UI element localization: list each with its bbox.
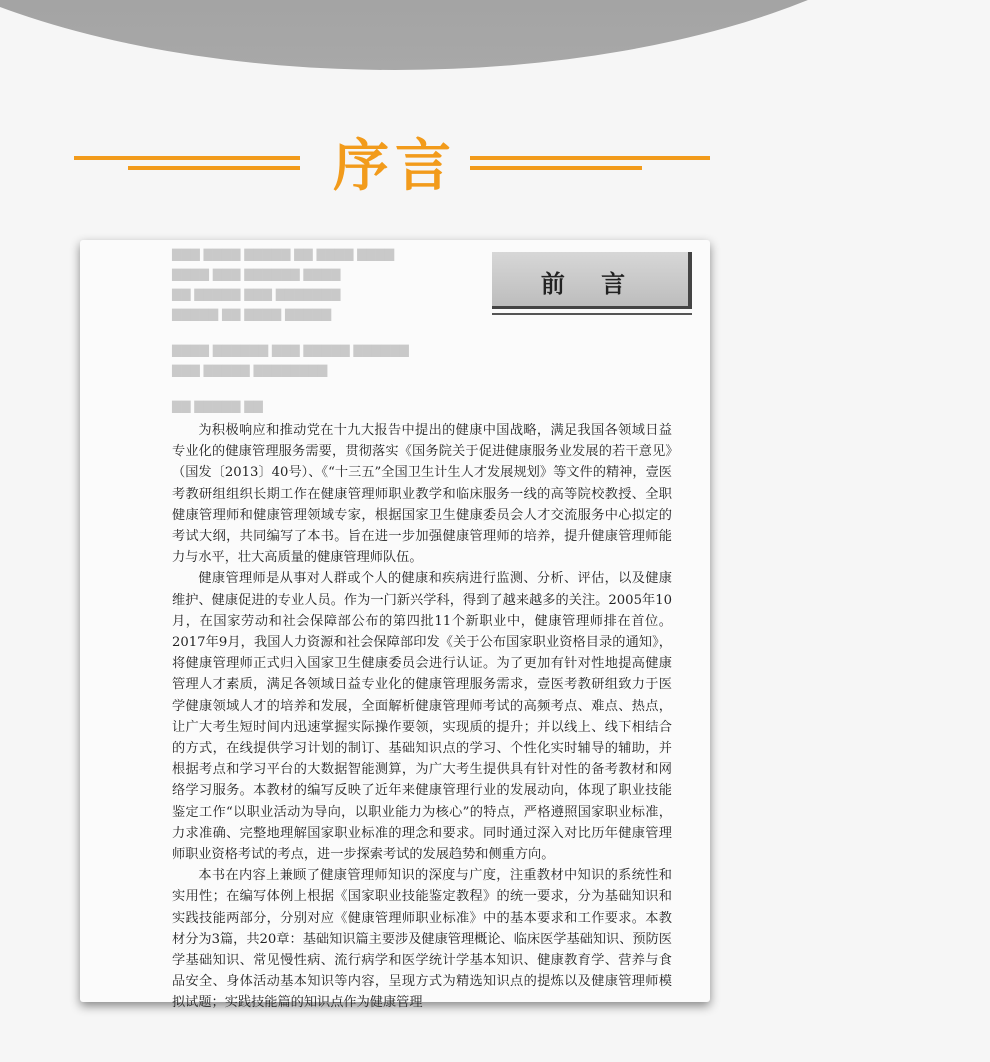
- bleed-through-text: ▇▇▇▇ ▇▇▇ ▇▇▇▇▇▇ ▇▇▇▇: [172, 267, 341, 281]
- bleed-through-text: ▇▇ ▇▇▇▇▇ ▇▇▇ ▇▇▇▇▇▇▇: [172, 287, 341, 301]
- paragraph: 为积极响应和推动党在十九大报告中提出的健康中国战略，满足我国各领域日益专业化的健康管理服务需要，贯彻落实《国务院关于促进健康服务业发展的若干意见》（国发〔2013〕40号）、《“十三五”全国卫生计生人才发展规划》等文件的精神，壹医考教研组组织长期工作在健康管理师职业教学和临床服务一线的高等院校教授、全职健康管理师和健康管理领域专家，根据国家卫生健康委员会人才交流服务中心拟定的考试大纲，共同编写了本书。旨在进一步加强健康管理师的培养，提升健康管理师能力与水平，壮大高质量的健康管理师队伍。: [172, 423, 672, 566]
- book-page: [80, 240, 710, 1011]
- preface-heading-box: [492, 252, 692, 309]
- paragraph: 健康管理师是从事对人群或个人的健康和疾病进行监测、分析、评估，以及健康维护、健康促进的专业人员。作为一门新兴学科，得到了越来越多的关注。2005年10月，在国家劳动和社会保障部公布的第四批11个新职业中，健康管理师排在首位。2017年9月，我国人力资源和社会保障部印发《关于公布国家职业资格目录的通知》，将健康管理师正式归入国家卫生健康委员会进行认证。为了更加有针对性地提高健康管理人才素质，满足各领域日益专业化的健康管理服务需求，壹医考教研组致力于医学健康领域人才的培养和发展，全面解析健康管理师考试的高频考点、难点、热点，让广大考生短时间内迅速掌握实际操作要领，实现质的提升；并以线上、线下相结合的方式，在线提供学习计划的制订、基础知识点的学习、个性化实时辅导的辅助，并根据考点和学习平台的大数据智能测算，为广大考生提供具有针对性的备考教材和网络学习服务。本教材的编写反映了近年来健康管理行业的发展动向，体现了职业技能鉴定工作“以职业活动为导向，以职业能力为核心”的特点，严格遵照国家职业标准，力求准确、完整地理解国家职业标准的理念和要求。同时通过深入对比历年健康管理师职业资格考试的考点，进一步探索考试的发展趋势和侧重方向。: [172, 571, 672, 863]
- preface-body: [172, 420, 672, 1014]
- title-row: [0, 118, 790, 198]
- top-banner-arc: [0, 0, 990, 70]
- heading-underline: [492, 313, 692, 315]
- bleed-through-text: ▇▇▇▇ ▇▇▇▇▇▇ ▇▇▇ ▇▇▇▇▇ ▇▇▇▇▇▇: [172, 343, 409, 357]
- banner-title: 序言: [333, 134, 457, 199]
- bleed-through-text: ▇▇ ▇▇▇▇▇ ▇▇: [172, 399, 263, 413]
- preface-heading: 前 言: [540, 269, 640, 298]
- bleed-through-text: ▇▇▇ ▇▇▇▇▇ ▇▇▇▇▇▇▇▇: [172, 363, 328, 377]
- bleed-through-text: ▇▇▇ ▇▇▇▇ ▇▇▇▇▇ ▇▇ ▇▇▇▇ ▇▇▇▇: [172, 247, 395, 261]
- paragraph: 本书在内容上兼顾了健康管理师知识的深度与广度，注重教材中知识的系统性和实用性；在编写体例上根据《国家职业技能鉴定教程》的统一要求，分为基础知识和实践技能两部分，分别对应《健康管理师职业标准》中的基本要求和工作要求。本教材分为3篇，共20章：基础知识篇主要涉及健康管理概论、临床医学基础知识、预防医学基础知识、常见慢性病、流行病学和医学统计学基本知识、健康教育学、营养与食品安全、身体活动基本知识等内容，呈现方式为精选知识点的提炼以及健康管理师模拟试题；实践技能篇的知识点作为健康管理: [172, 868, 672, 1011]
- bleed-through-text: ▇▇▇▇▇ ▇▇ ▇▇▇▇ ▇▇▇▇▇: [172, 307, 332, 321]
